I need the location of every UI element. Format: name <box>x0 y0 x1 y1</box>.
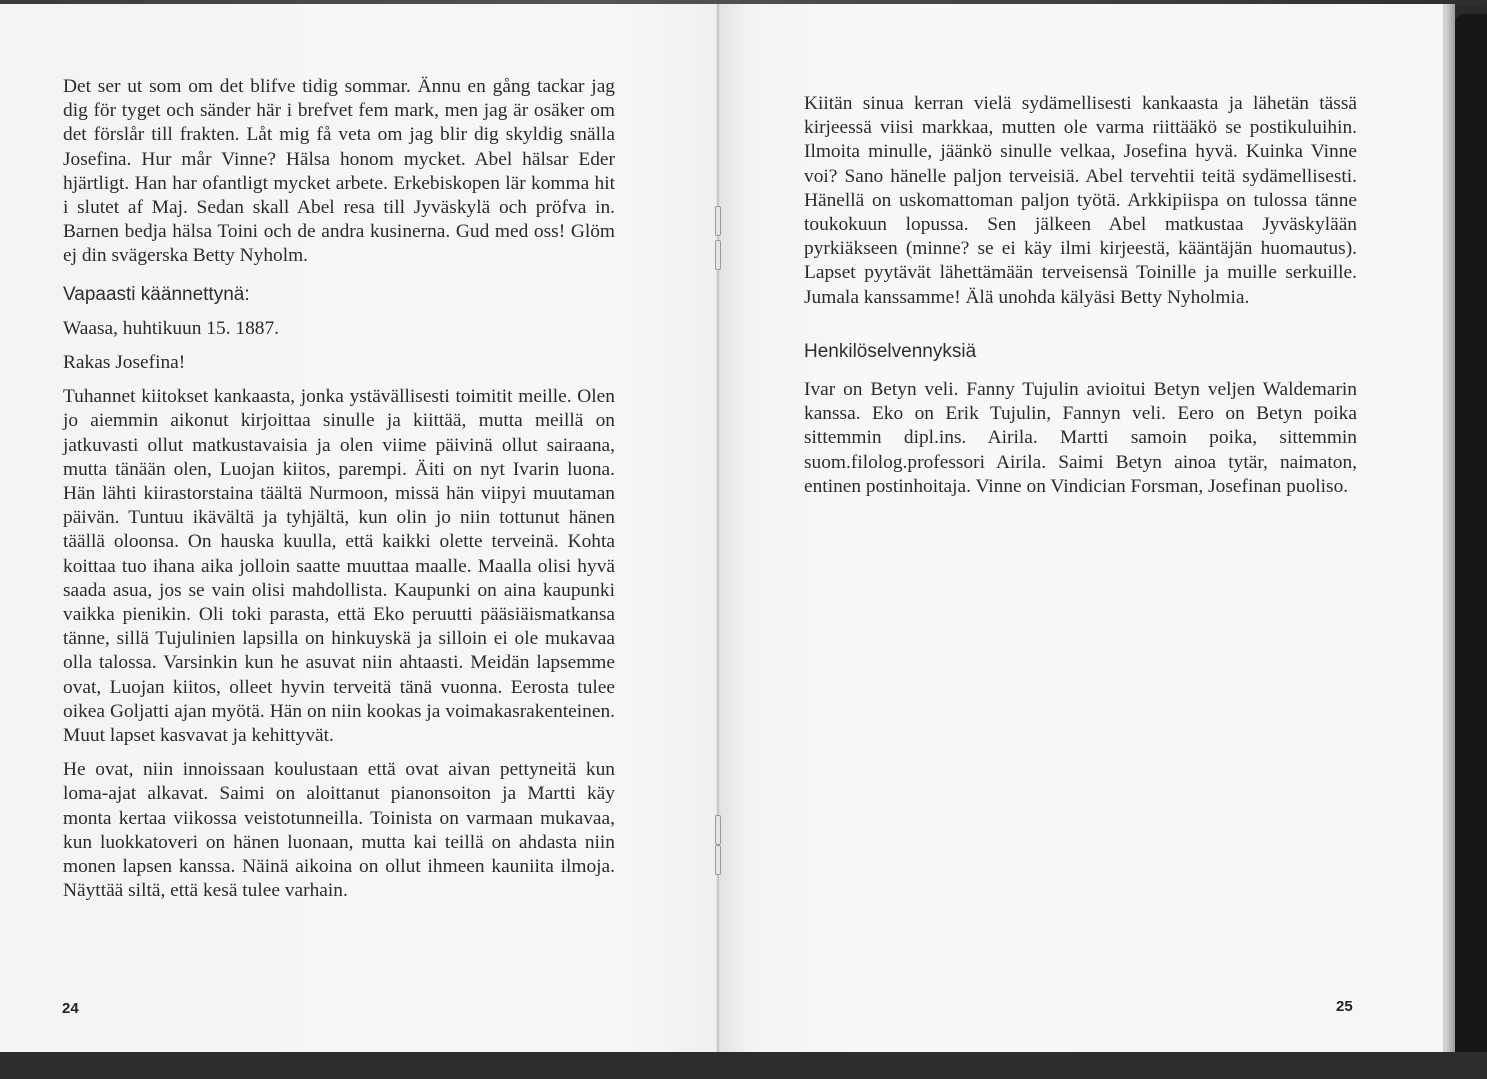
translation-paragraph-1: Tuhannet kiitokset kankaasta, jonka ystävällisesti toimitit meille. Olen jo aiemmin aikonut kirjoittaa sinulle ja kiittää, mutta meillä on jatkuvasti ollut matkustavaisia ja olen viime päivinä ollut sairaana, mutta tänään olen, Luojan kiitos, parempi. Äiti on nyt Ivarin luona. Hän lähti kiirastorstaina täältä Nurmoon, missä hän viipyi muutaman päivän. Tuntuu ikävältä ja tyhjältä, kun olin jo niin tottunut hänen täällä oloonsa. On hauska kuulla, että kaikki olette terveinä. Kohta koittaa tuo ihana aika jolloin saatte muuttaa maalle. Maalla olisi hyvä saada asua, jos se vain olisi mahdollista. Kaupunki on aina kaupunki vaikka pienikin. Oli toki parasta, että Eko peruutti pääsiäismatkansa tänne, sillä Tujulinien lapsilla on hinkuyskä ja silloin ei ole mukavaa olla talossa. Varsinkin kun he asuvat niin ahtaasti. Meidän lapsemme ovat, Luojan kiitos, olleet hyvin terveitä tänä vuonna. Eerosta tulee oikea Goljatti ajan myötä. Hän on niin kookas ja voimakasrakenteinen. Muut lapset kasvavat ja kehittyvät. <box>63 386 615 747</box>
translation-paragraph-2: He ovat, niin innoissaan koulustaan että ovat aivan pettyneitä kun loma-ajat alkavat. Saimi on aloittanut pianonsoiton ja Martti käy monta kertaa viikossa veistotunneilla. Toinista on varmaan mukavaa, kun luokkatoveri on hänen luonaan, mutta kai teillä on ahdasta niin monen lapsen kanssa. Näinä aikoina on ollut ihmeen kauniita ilmoja. Näyttää siltä, että kesä tulee varhain. <box>63 759 615 902</box>
staple-icon <box>715 206 721 236</box>
translation-heading: Vapaasti käännettynä: <box>63 283 250 305</box>
place-date: Waasa, huhtikuun 15. 1887. <box>63 317 280 339</box>
salutation: Rakas Josefina! <box>63 352 186 374</box>
staple-icon <box>715 240 721 270</box>
staple-icon <box>715 845 721 875</box>
book-gutter <box>716 4 720 1052</box>
translation-paragraph-3: Kiitän sinua kerran vielä sydämellisesti kankaasta ja lähetän tässä kirjeessä viisi markkaa, mutten ole varma riittääkö se postikuluihin. Ilmoita minulle, jäänkö sinulle velkaa, Josefina hyvä. Kuinka Vinne voi? Sano hänelle paljon terveisiä. Abel tervehtii teitä sydämellisesti. Hänellä on uskomattoman paljon työtä. Arkkipiispa on tulossa tänne toukokuun lopussa. Sen jälkeen Abel matkustaa Jyväskylään pyrkiäkseen (minne? se ei käy ilmi kirjeestä, kääntäjän huomautus). Lapset pyytävät lähettämään terveisensä Toinille ja muille serkuille. Jumala kanssamme! Älä unohda kälyäsi Betty Nyholmia. <box>804 93 1357 308</box>
booklet-page-edge <box>1445 4 1455 1052</box>
notes-paragraph: Ivar on Betyn veli. Fanny Tujulin avioitui Betyn veljen Waldemarin kanssa. Eko on Erik Tujulin, Fannyn veli. Eero on Betyn poika sittemmin dipl.ins. Airila. Martti samoin poika, sittemmin suom.filolog.professori Airila. Saimi Betyn ainoa tytär, naimaton, entinen postinhoitaja. Vinne on Vindician Forsman, Josefinan puoliso. <box>804 379 1357 497</box>
right-page-text <box>804 92 1357 499</box>
scanner-background-right <box>1455 14 1487 1079</box>
scanner-background-bottom <box>0 1052 1487 1079</box>
notes-heading: Henkilöselvennyksiä <box>804 340 977 362</box>
staple-icon <box>715 815 721 845</box>
left-page-text <box>63 75 615 904</box>
swedish-letter-paragraph: Det ser ut som om det blifve tidig sommar. Ännu en gång tackar jag dig för tyget och sänder här i brefvet fem mark, men jag är osäker om det förslår till frakten. Låt mig få veta om jag blir dig skyldig snälla Josefina. Hur mår Vinne? Hälsa honom mycket. Abel hälsar Eder hjärtligt. Han har ofantligt mycket arbete. Erkebiskopen lär komma hit i slutet af Maj. Sedan skall Abel resa till Jyväskylä och pröfva in. Barnen bedja hälsa Toini och de andra kusinerna. Gud med oss! Glöm ej din svägerska Betty Nyholm. <box>63 76 615 267</box>
page-number-left: 24 <box>62 1000 79 1017</box>
page-number-right: 25 <box>1336 998 1353 1015</box>
